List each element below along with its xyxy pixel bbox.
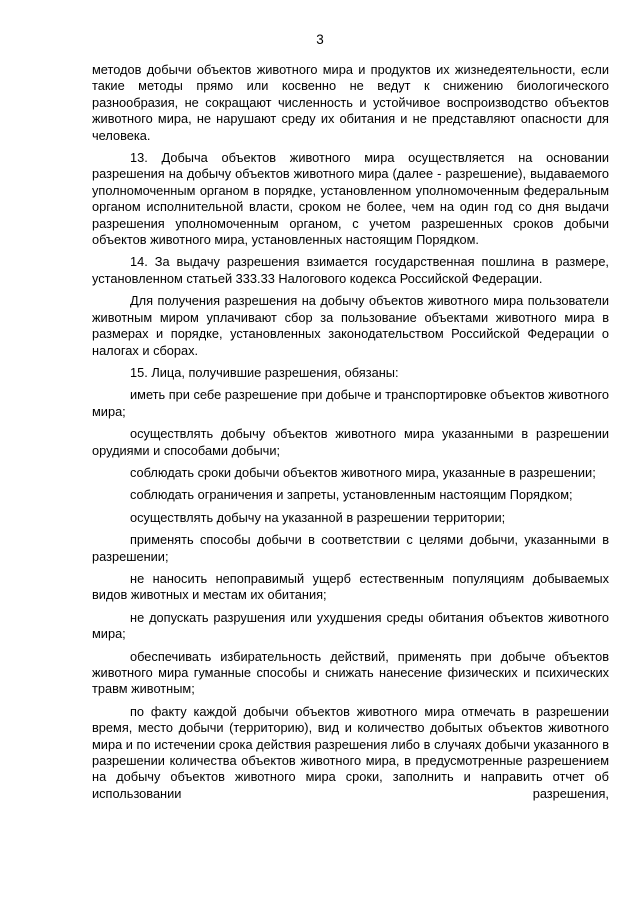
obligation-item: осуществлять добычу на указанной в разрешении территории;: [130, 509, 506, 525]
paragraph-continuation: методов добычи объектов животного мира и продуктов их жизнедеятельности, если такие методы прямо или косвенно не ведут к снижению биологического разнообразия, не сокращают численность и устойчивое воспроизводство объектов животного мира, не нарушают среду их обитания и не представляют опасности для человека.: [92, 62, 609, 143]
paragraph-14: 14. За выдачу разрешения взимается государственная пошлина в размере, установленном статьей 333.33 Налогового кодекса Российской Федерации.: [92, 254, 609, 286]
page-number: 3: [316, 32, 324, 47]
obligation-item: иметь при себе разрешение при добыче и транспортировке объектов животного мира;: [92, 387, 609, 419]
obligation-item: соблюдать ограничения и запреты, установленным настоящим Порядком;: [130, 487, 573, 503]
obligation-item: не наносить непоправимый ущерб естественным популяциям добываемых видов животных и местам их обитания;: [92, 570, 609, 603]
obligation-item: не допускать разрушения или ухудшения среды обитания объектов животного мира;: [92, 609, 609, 642]
paragraph-13: 13. Добыча объектов животного мира осуществляется на основании разрешения на добычу объектов животного мира (далее - разрешение), выдаваемого уполномоченным органом в порядке, установленном уполномоченным федеральным органом исполнительной власти, сроком не более, чем на один год со дня выдачи разрешения уполномоченным органом, с учетом разрешенных сроков добычи объектов животного мира, установленных настоящим Порядком.: [92, 150, 609, 248]
paragraph-15: 15. Лица, получившие разрешения, обязаны:: [130, 364, 399, 380]
paragraph-fee: Для получения разрешения на добычу объектов животного мира пользователи животным миром уплачивают сбор за пользование объектами животного мира в размерах и порядке, установленных законодательством Российской Федерации о налогах и сборах.: [92, 293, 609, 358]
obligation-item: обеспечивать избирательность действий, применять при добыче объектов животного мира гуманные способы и снижать нанесение физических и психических травм животным;: [92, 648, 609, 697]
obligation-item: применять способы добычи в соответствии с целями добычи, указанными в разрешении;: [92, 532, 609, 564]
obligation-item: осуществлять добычу объектов животного мира указанными в разрешении орудиями и способами добычи;: [92, 426, 609, 458]
document-body: [92, 62, 609, 808]
obligation-item: соблюдать сроки добычи объектов животного мира, указанные в разрешении;: [130, 464, 596, 480]
obligation-item: по факту каждой добычи объектов животного мира отмечать в разрешении время, место добычи (территорию), вид и количество добытых объектов животного мира и по истечении срока действия разрешения либо в случаях добычи указанного в разрешении количества объектов животного мира, в предусмотренные разрешением на добычу объектов животного мира сроки, заполнить и направить отчет об использовании разрешения,: [92, 703, 609, 801]
